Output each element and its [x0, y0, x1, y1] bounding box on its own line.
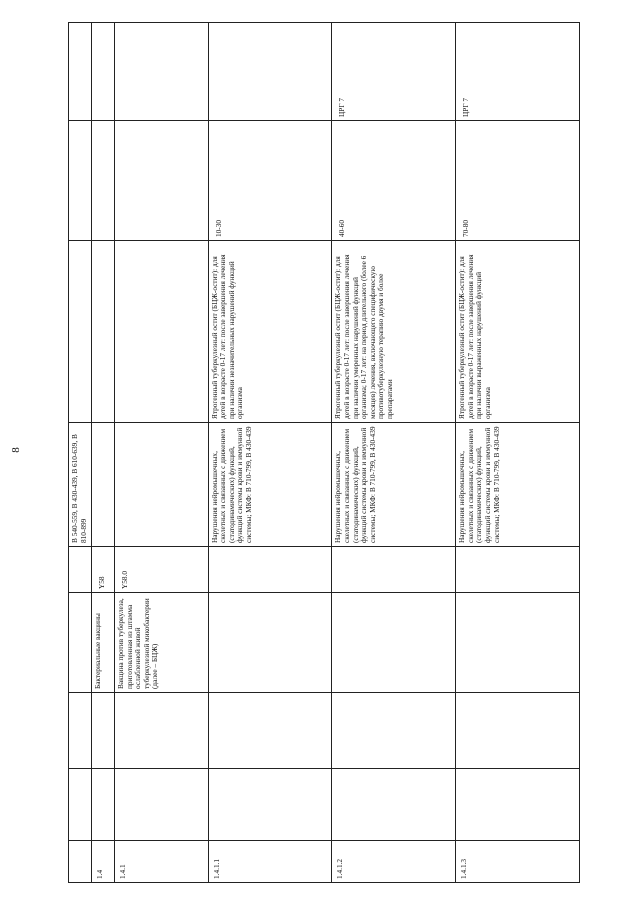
empty-cell [332, 693, 456, 769]
group-name-cell [332, 593, 456, 693]
icd-code-cell: Y58 [92, 547, 115, 593]
row-number-cell: 1.4.1.3 [456, 841, 580, 883]
impairment-cell: Нарушения нейромышечных, скелетных и связанных с движением (статодинамических) функций, функций системы крови и иммунной системы; МКФ: В 710-799, В 430-439 [332, 423, 456, 547]
cpg-cell [208, 23, 332, 121]
cpg-cell: ЦРГ 7 [456, 23, 580, 121]
group-name-cell: Вакцина против туберкулеза, приготовленная из штамма ослабленной живой туберкулезной микобактерии (далее – БЦЖ) [114, 593, 208, 693]
empty-cell [456, 769, 580, 841]
empty-cell [332, 769, 456, 841]
icd-code-cell [332, 547, 456, 593]
table-row [92, 23, 115, 883]
row-number-cell: 1.4.1.1 [208, 841, 332, 883]
percent-cell [69, 121, 92, 241]
group-name-cell: Бактериальные вакцины [92, 593, 115, 693]
impairment-cell [92, 423, 115, 547]
percent-cell: 70-80 [456, 121, 580, 241]
cpg-cell: ЦРГ 7 [332, 23, 456, 121]
rotated-table-container [68, 33, 580, 883]
criteria-cell [69, 241, 92, 423]
icd-code-cell: Y58.0 [114, 547, 208, 593]
empty-cell [208, 693, 332, 769]
icd-code-cell [456, 547, 580, 593]
table-row [69, 23, 92, 883]
icd-code-cell [69, 547, 92, 593]
empty-cell [456, 693, 580, 769]
row-number-cell [69, 841, 92, 883]
percent-cell [114, 121, 208, 241]
table-row [208, 23, 332, 883]
row-number-cell: 1.4.1 [114, 841, 208, 883]
row-number-cell: 1.4 [92, 841, 115, 883]
group-name-cell [456, 593, 580, 693]
cpg-cell [69, 23, 92, 121]
impairment-cell [114, 423, 208, 547]
cpg-cell [92, 23, 115, 121]
impairment-cell: B 540-559, B 430-439, B 610-639, B 810-899 [69, 423, 92, 547]
percent-cell: 10-30 [208, 121, 332, 241]
empty-cell [208, 769, 332, 841]
empty-cell [114, 693, 208, 769]
icd-code-cell [208, 547, 332, 593]
classification-table [68, 22, 580, 883]
criteria-cell [114, 241, 208, 423]
impairment-cell: Нарушения нейромышечных, скелетных и связанных с движением (статодинамических) функций, функций системы крови и иммунной системы; МКФ: В 710-799, В 430-439 [208, 423, 332, 547]
table-row [456, 23, 580, 883]
table-row [332, 23, 456, 883]
empty-cell [92, 769, 115, 841]
criteria-cell: Ятрогенный туберкулезный остит (БЦЖ-остит): для детей в возрасте 0-17 лет: после завершения лечения при наличии незначительных нарушений функций организма [208, 241, 332, 423]
criteria-cell [92, 241, 115, 423]
row-number-cell: 1.4.1.2 [332, 841, 456, 883]
impairment-cell: Нарушения нейромышечных, скелетных и связанных с движением (статодинамических) функций, функций системы крови и иммунной системы; МКФ: В 710-799, В 430-439 [456, 423, 580, 547]
criteria-cell: Ятрогенный туберкулезный остит (БЦЖ-остит): для детей в возрасте 0-17 лет: после завершения лечения при наличии выраженных нарушений функций организма [456, 241, 580, 423]
empty-cell [92, 693, 115, 769]
table-body [69, 23, 580, 883]
group-name-cell [69, 593, 92, 693]
percent-cell: 40-60 [332, 121, 456, 241]
criteria-cell: Ятрогенный туберкулезный остит (БЦЖ-остит): для детей в возрасте 0-17 лет: после завершения лечения при наличии умеренных нарушений функций организма; 0-17 лет: на период длительного (более 6 месяцев) лечения, включающего специфическую противотуберкулезную терапию двумя и более препаратами [332, 241, 456, 423]
page-number: 8 [10, 447, 22, 453]
table-row [114, 23, 208, 883]
group-name-cell [208, 593, 332, 693]
empty-cell [69, 769, 92, 841]
empty-cell [114, 769, 208, 841]
percent-cell [92, 121, 115, 241]
empty-cell [69, 693, 92, 769]
cpg-cell [114, 23, 208, 121]
